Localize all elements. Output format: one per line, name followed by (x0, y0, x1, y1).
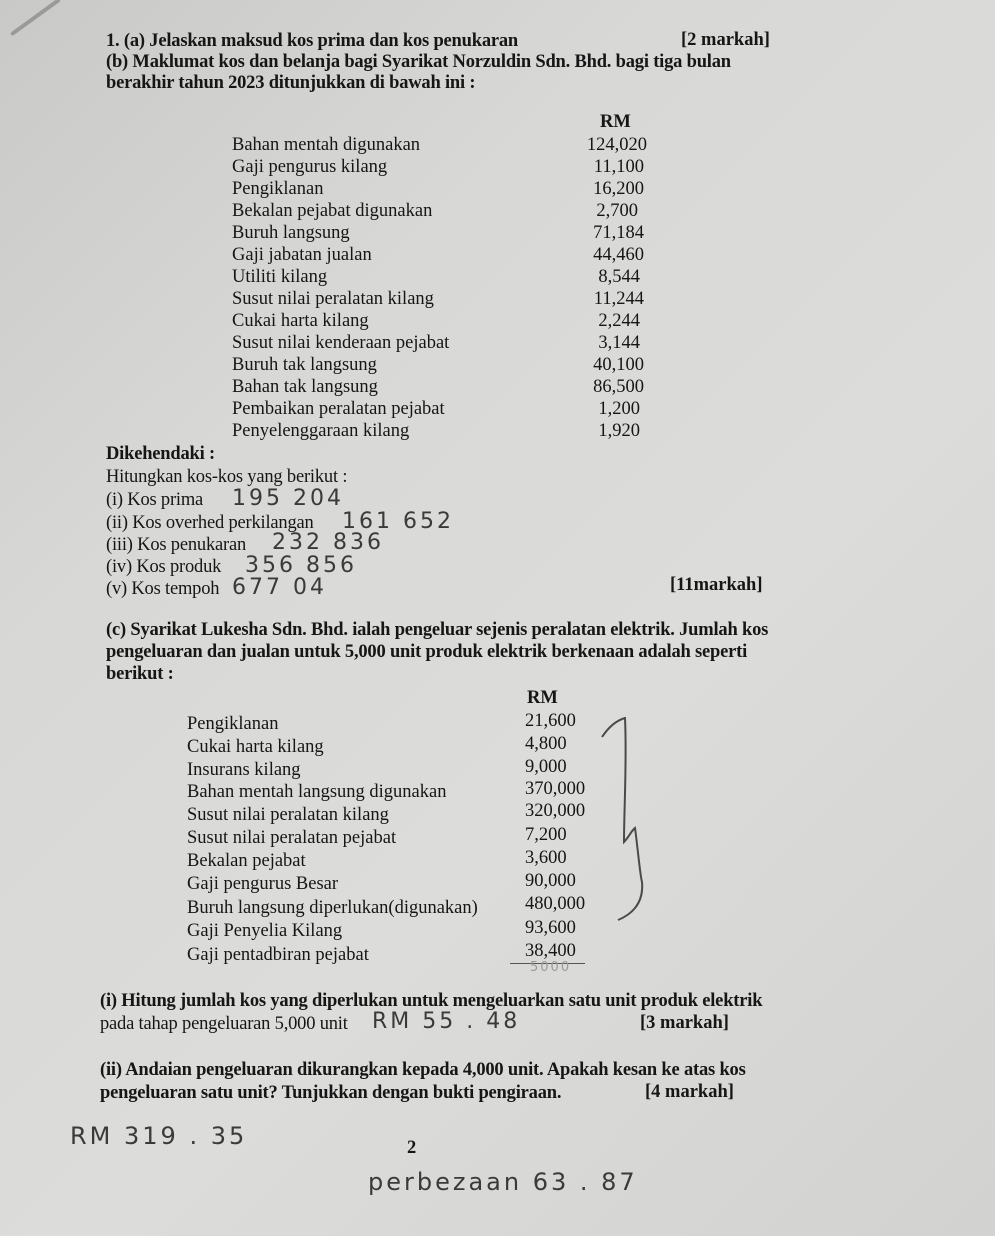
table-row-label: Penyelenggaraan kilang (232, 421, 410, 441)
question-1c-intro-line1: (c) Syarikat Lukesha Sdn. Bhd. ialah pengeluar sejenis peralatan elektrik. Jumlah kos (106, 620, 769, 640)
table-row-value: 7,200 (525, 825, 567, 845)
table-row-value: 1,920 (598, 421, 640, 441)
table-row-label: Buruh langsung diperlukan(digunakan) (187, 898, 478, 918)
handwritten-answer-b-iv: 356 856 (245, 553, 357, 578)
marks-1a: [2 markah] (681, 30, 770, 50)
table-row-label: Cukai harta kilang (232, 311, 369, 331)
pen-mark (10, 0, 61, 36)
table-row-value: 16,200 (593, 179, 644, 199)
question-1b-intro-line2: berakhir tahun 2023 ditunjukkan di bawah ini : (106, 73, 476, 93)
required-heading: Dikehendaki : (106, 444, 215, 464)
question-c-i-line1: (i) Hitung jumlah kos yang diperlukan untuk mengeluarkan satu unit produk elektrik (100, 991, 763, 1011)
table-row-label: Bahan tak langsung (232, 377, 378, 397)
table-row-value: 93,600 (525, 918, 576, 938)
page-number: 2 (407, 1138, 417, 1158)
handwritten-5000: 5000 (530, 960, 572, 975)
table-row-label: Buruh tak langsung (232, 355, 377, 375)
question-1b-intro-line1: (b) Maklumat kos dan belanja bagi Syarikat Norzuldin Sdn. Bhd. bagi tiga bulan (106, 52, 731, 72)
table-row-value: 2,700 (596, 201, 638, 221)
table-row-value: 370,000 (525, 779, 586, 799)
table-row-label: Susut nilai kenderaan pejabat (232, 333, 450, 353)
table-row-value: 71,184 (593, 223, 644, 243)
table-row-value: 320,000 (525, 801, 586, 821)
table-row-label: Gaji Penyelia Kilang (187, 921, 343, 941)
table-row-label: Cukai harta kilang (187, 737, 324, 757)
question-c-ii-line1: (ii) Andaian pengeluaran dikurangkan kepada 4,000 unit. Apakah kesan ke atas kos (100, 1060, 746, 1080)
table-row-label: Pengiklanan (232, 179, 324, 199)
table-row-value: 21,600 (525, 711, 576, 731)
table-row-value: 3,600 (525, 848, 567, 868)
marks-1b: [11markah] (670, 575, 763, 595)
question-1c-intro-line2: pengeluaran dan jualan untuk 5,000 unit produk elektrik berkenaan adalah seperti (106, 642, 748, 662)
handwritten-answer-c-i: RM 55 . 48 (372, 1009, 521, 1034)
handwritten-answer-b-iii: 232 836 (272, 530, 384, 555)
table-row-value: 3,144 (598, 333, 640, 353)
table-row-value: 90,000 (525, 871, 576, 891)
question-c-i-line2: pada tahap pengeluaran 5,000 unit (100, 1014, 348, 1034)
table-row-label: Insurans kilang (187, 760, 301, 780)
table-row-value: 2,244 (598, 311, 640, 331)
handwritten-answer-b-v: 677 04 (232, 575, 327, 600)
table-row-value: 124,020 (586, 135, 647, 155)
table-row-label: Gaji pengurus kilang (232, 157, 388, 177)
question-b-i-label: (i) Kos prima (106, 490, 204, 510)
question-b-ii-label: (ii) Kos overhed perkilangan (106, 513, 314, 533)
question-1a: 1. (a) Jelaskan maksud kos prima dan kos penukaran (106, 31, 519, 51)
table-row-label: Gaji pengurus Besar (187, 874, 339, 894)
table-row-label: Bekalan pejabat (187, 851, 306, 871)
table-c-currency-header: RM (527, 688, 558, 708)
handwritten-answer-c-ii-line2: perbezaan 63 . 87 (368, 1168, 638, 1196)
table-row-label: Utiliti kilang (232, 267, 328, 287)
table-row-label: Bahan mentah langsung digunakan (187, 782, 447, 802)
table-row-value: 8,544 (598, 267, 640, 287)
table-row-value: 11,244 (593, 289, 644, 309)
required-instruction: Hitungkan kos-kos yang berikut : (106, 467, 348, 487)
question-b-v-label: (v) Kos tempoh (106, 579, 220, 599)
marks-1c-ii: [4 markah] (645, 1082, 734, 1102)
handwritten-answer-b-ii: 161 652 (342, 509, 454, 534)
marks-1c-i: [3 markah] (640, 1013, 729, 1033)
table-row-label: Susut nilai peralatan kilang (232, 289, 434, 309)
table-row-value: 1,200 (598, 399, 640, 419)
handwritten-answer-c-ii-line1: RM 319 . 35 (70, 1122, 248, 1150)
table-row-value: 11,100 (593, 157, 644, 177)
table-row-label: Gaji pentadbiran pejabat (187, 945, 369, 965)
table-row-label: Pembaikan peralatan pejabat (232, 399, 445, 419)
table-row-value: 480,000 (525, 894, 586, 914)
table-row-label: Bekalan pejabat digunakan (232, 201, 433, 221)
handwritten-brace-icon (580, 700, 680, 925)
table-row-label: Pengiklanan (187, 714, 279, 734)
table-row-value: 9,000 (525, 757, 567, 777)
question-b-iv-label: (iv) Kos produk (106, 557, 222, 577)
table-row-label: Bahan mentah digunakan (232, 135, 421, 155)
question-c-ii-line2: pengeluaran satu unit? Tunjukkan dengan bukti pengiraan. (100, 1083, 562, 1103)
question-1c-intro-line3: berikut : (106, 664, 174, 684)
handwritten-answer-b-i: 195 204 (232, 486, 344, 511)
table-b-currency-header: RM (600, 112, 631, 132)
table-row-value: 40,100 (593, 355, 644, 375)
table-row-label: Buruh langsung (232, 223, 350, 243)
table-row-value: 4,800 (525, 734, 567, 754)
table-row-label: Susut nilai peralatan pejabat (187, 828, 397, 848)
table-row-value: 86,500 (593, 377, 644, 397)
table-row-value: 38,400 (525, 941, 576, 961)
question-b-iii-label: (iii) Kos penukaran (106, 535, 247, 555)
table-row-label: Susut nilai peralatan kilang (187, 805, 389, 825)
table-row-label: Gaji jabatan jualan (232, 245, 372, 265)
table-row-value: 44,460 (593, 245, 644, 265)
